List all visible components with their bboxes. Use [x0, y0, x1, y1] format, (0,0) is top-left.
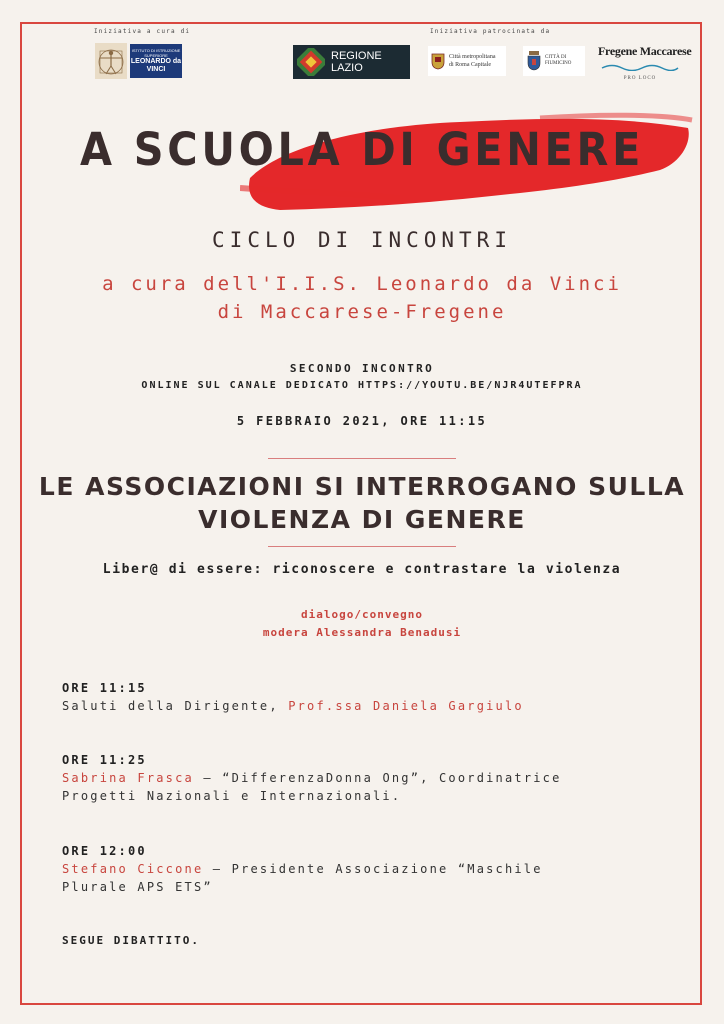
school-logo-line1: ISTITUTO DI ISTRUZIONE SUPERIORE	[131, 48, 181, 58]
schedule-text	[62, 860, 662, 878]
fregene-sub: PRO LOCO	[623, 76, 657, 81]
roma-line1: Città metropolitana	[449, 54, 496, 60]
school-logo-line2: LEONARDO da VINCI	[130, 58, 182, 73]
format-line2: modera Alessandra Benadusi	[262, 626, 462, 639]
fiumicino-crest-icon	[527, 51, 541, 71]
organizer-line1: a cura dell'I.I.S. Leonardo da Vinci	[102, 273, 622, 295]
organizer-line2: di Maccarese-Fregene	[217, 301, 507, 323]
vitruvian-man-icon	[95, 43, 127, 79]
schedule-time: ORE 11:15	[62, 681, 147, 695]
event-title	[0, 470, 724, 536]
event-title-line1: LE ASSOCIAZIONI SI INTERROGANO SULLA	[38, 472, 686, 501]
event-date: 5 FEBBRAIO 2021, ORE 11:15	[236, 414, 488, 428]
speaker-name: Sabrina Frasca	[62, 771, 194, 785]
speaker-name: Prof.ssa Daniela Gargiulo	[288, 699, 524, 713]
lazio-emblem-icon	[297, 48, 325, 76]
school-logo-text	[130, 44, 182, 78]
divider-top	[268, 458, 456, 459]
divider-bottom	[268, 546, 456, 547]
format-info	[0, 606, 724, 642]
roma-capitale-logo	[428, 46, 506, 76]
regione-line1: REGIONE	[331, 50, 382, 62]
regione-line2: LAZIO	[331, 62, 363, 74]
schedule-desc: Saluti della Dirigente,	[62, 699, 289, 713]
format-line1: dialogo/convegno	[301, 608, 423, 621]
wave-icon	[600, 63, 680, 71]
fiumicino-line2: FIUMICINO	[545, 61, 572, 66]
schedule-item-3	[62, 842, 662, 896]
event-title-line2: VIOLENZA DI GENERE	[198, 505, 526, 534]
schedule-item-2	[62, 751, 662, 805]
fiumicino-line1: CITTÀ DI	[545, 55, 567, 60]
roma-line2: di Roma Capitale	[449, 62, 491, 68]
roma-crest-icon	[431, 52, 445, 70]
schedule-time: ORE 11:25	[62, 753, 147, 767]
curated-by-label: Iniziativa a cura di	[94, 28, 191, 35]
regione-lazio-logo	[293, 45, 410, 79]
closing-note: SEGUE DIBATTITO.	[62, 934, 200, 947]
schedule-desc-line2: Plurale APS ETS”	[62, 880, 213, 894]
schedule-item-1	[62, 679, 662, 715]
speaker-name: Stefano Ciccone	[62, 862, 204, 876]
fregene-name: Fregene Maccarese	[598, 44, 692, 58]
schedule-text	[62, 769, 662, 787]
school-logo	[95, 43, 182, 79]
tagline: Liber@ di essere: riconoscere e contrastare la violenza	[102, 562, 622, 577]
schedule-desc: – “DifferenzaDonna Ong”, Coordinatrice	[193, 771, 562, 785]
schedule-desc-line2: Progetti Nazionali e Internazionali.	[62, 789, 402, 803]
fregene-maccarese-logo	[598, 44, 692, 81]
schedule-time: ORE 12:00	[62, 844, 147, 858]
subtitle: CICLO DI INCONTRI	[212, 228, 512, 252]
online-link[interactable]: ONLINE SUL CANALE DEDICATO HTTPS://YOUTU.BE/NJR4UTEFPRA	[141, 380, 583, 391]
schedule-desc: – Presidente Associazione “Maschile	[203, 862, 543, 876]
main-title: A SCUOLA DI GENERE	[79, 123, 645, 176]
schedule-text	[62, 697, 662, 715]
organizer	[0, 270, 724, 326]
sponsored-by-label: Iniziativa patrocinata da	[430, 28, 551, 35]
meeting-number: SECONDO INCONTRO	[289, 362, 435, 375]
fiumicino-logo	[523, 46, 585, 76]
